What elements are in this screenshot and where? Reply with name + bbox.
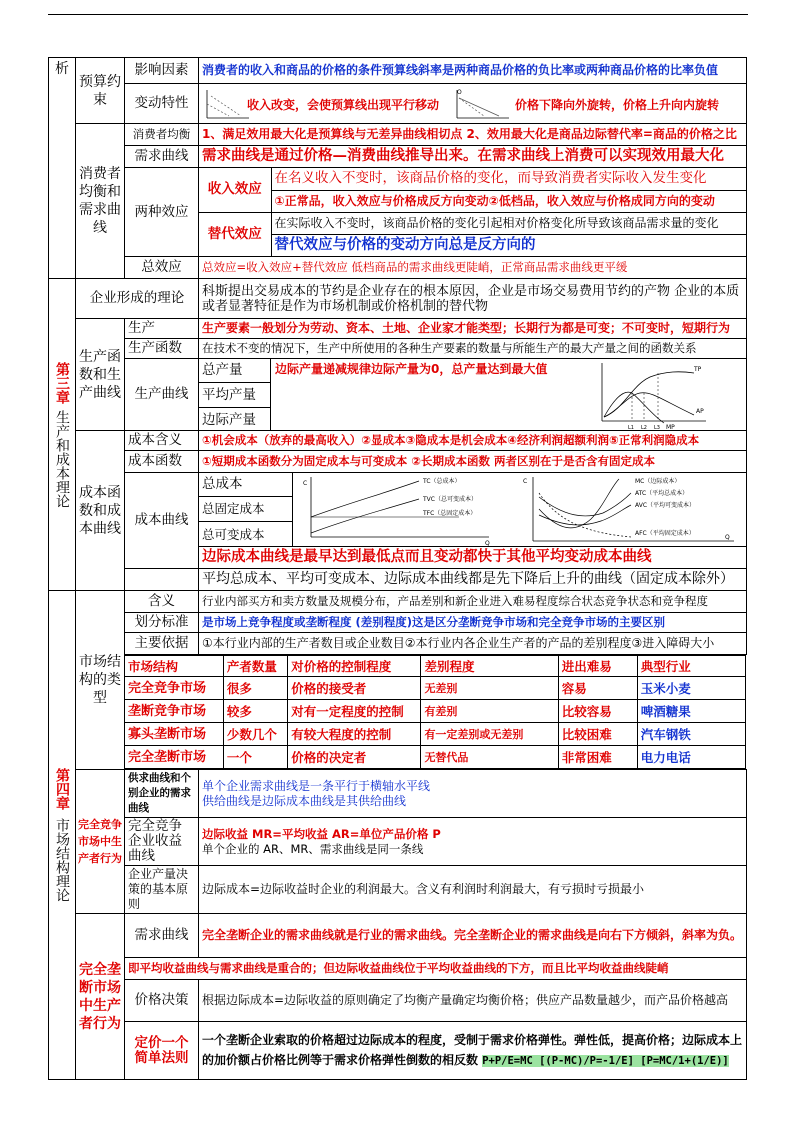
production-curve-label: 生产曲线 xyxy=(125,359,199,431)
cost-axis-q: Q xyxy=(485,540,490,547)
tc-label: TC（总成本） xyxy=(423,478,461,485)
chapter4-label: 第四章 xyxy=(54,768,70,810)
equilibrium-label: 消费者均衡 xyxy=(125,124,199,146)
cost-curve-cell xyxy=(199,473,747,547)
l3-label: L3 xyxy=(654,425,660,431)
market-cell: 有差别 xyxy=(421,700,558,723)
change-label: 变动特性 xyxy=(125,84,199,124)
pc-rule-label: 企业产量决策的基本原则 xyxy=(125,866,199,914)
notes-table-page xyxy=(48,57,746,1067)
market-types-label: 市场结构的类型 xyxy=(76,591,125,770)
marginal-product-law: 边际产量递减规律边际产量为0，总产量达到最大值 xyxy=(275,362,548,376)
factors-text: 消费者的收入和商品的价格的条件预算线斜率是两种商品价格的负比率或两种商品价格的比率负值 xyxy=(199,58,747,84)
market-cell: 玉米小麦 xyxy=(637,677,745,700)
market-cell: 一个 xyxy=(223,746,287,769)
demand-curve-label: 需求曲线 xyxy=(125,146,199,168)
mono-formula: P+P/E=MC [(P-MC)/P=-1/E] [P=MC/1+(1/E)] xyxy=(482,1055,729,1067)
chapter3-label: 第三章 xyxy=(54,361,70,404)
chapter-tail-char: 析 xyxy=(49,58,76,279)
mono-mr-text: 即平均收益曲线与需求曲线是重合的；但边际收益曲线位于平均收益曲线的下方，而且比平均收益曲线陡峭 xyxy=(125,958,747,980)
pc-rule-text: 边际成本=边际收益时企业的利润最大。含义有利润时利润最大，有亏损时亏损最小 xyxy=(199,866,747,914)
l1-label: L1 xyxy=(628,425,634,431)
pc-revenue-label: 完全竞争企业收益曲线 xyxy=(125,818,199,866)
average-cost-text: 平均总成本、平均可变成本、边际成本曲线都是先下降后上升的曲线（固定成本除外） xyxy=(199,569,747,591)
market-cell: 寡头垄断市场 xyxy=(125,723,224,746)
production-items xyxy=(199,359,271,431)
average-cost-chart xyxy=(519,473,739,547)
afc-label: AFC（平均固定成本） xyxy=(635,530,695,537)
market-header-cell: 产者数量 xyxy=(223,656,287,677)
total-fixed-cost-item: 总固定成本 xyxy=(199,497,293,522)
mono-demand-text: 完全垄断企业的需求曲线就是行业的需求曲线。完全垄断企业的需求曲线是向右下方倾斜，斜率为负。 xyxy=(199,914,747,958)
pc-curve-label: 供求曲线和个别企业的需求曲线 xyxy=(125,770,199,818)
market-header-cell: 市场结构 xyxy=(125,656,224,677)
chapter4-title: 市场结构理论 xyxy=(54,818,70,902)
tp-label: TP xyxy=(694,366,702,373)
market-cell: 很多 xyxy=(223,677,287,700)
tfc-label: TFC（总固定成本） xyxy=(423,510,477,517)
market-header-cell: 对价格的控制程度 xyxy=(288,656,421,677)
marginal-product-item: 边际产量 xyxy=(199,408,271,431)
market-cell: 完全竞争市场 xyxy=(125,677,224,700)
factors-label: 影响因素 xyxy=(125,58,199,84)
production-curve-cell xyxy=(199,359,747,431)
total-variable-cost-item: 总可变成本 xyxy=(199,522,293,547)
market-row xyxy=(125,746,746,769)
production-chart xyxy=(594,359,714,431)
production-text: 生产要素一般划分为劳动、资本、土地、企业家才能类型；长期行为都是可变；不可变时，短期行为 xyxy=(199,319,747,339)
mono-price-label: 价格决策 xyxy=(125,980,199,1022)
price-change-text: 价格下降向外旋转，价格上升向内旋转 xyxy=(515,98,720,112)
market-header-row xyxy=(125,656,746,677)
market-cell: 电力电话 xyxy=(637,746,745,769)
market-cell: 无差别 xyxy=(421,677,558,700)
market-header-cell: 差别程度 xyxy=(421,656,558,677)
mono-rule-text xyxy=(199,1022,747,1080)
chapter3-side xyxy=(49,279,76,591)
l2-label: L2 xyxy=(641,425,647,431)
cost-items xyxy=(199,473,293,547)
equilibrium-text: 1、满足效用最大化是预算线与无差异曲线相切点 2、效用最大化是商品边际替代率=商品的价格之比 xyxy=(199,124,747,146)
firm-theory-label: 企业形成的理论 xyxy=(76,279,199,319)
mono-producer-side: 完全垄断市场中生产者行为 xyxy=(76,914,125,1080)
firm-theory-text: 科斯提出交易成本的节约是企业存在的根本原因，企业是市场交易费用节约的产物 企业的本质或者显著特征是作为市场机制或价格机制的替代物 xyxy=(199,279,747,319)
market-cell: 比较困难 xyxy=(558,723,637,746)
total-effect-text: 总效应=收入效应+替代效应 低档商品的需求曲线更陡峭，正常商品需求曲线更平缓 xyxy=(199,257,747,279)
production-group-label: 生产函数和生产曲线 xyxy=(76,319,125,431)
avc-label: AVC（平均可变成本） xyxy=(635,502,696,509)
market-cell: 对有一定程度的控制 xyxy=(288,700,421,723)
substitution-label: 替代效应 xyxy=(199,212,271,256)
market-cell: 有较大程度的控制 xyxy=(288,723,421,746)
market-cell: 较多 xyxy=(223,700,287,723)
market-cell: 啤酒糖果 xyxy=(637,700,745,723)
pc-curve-text xyxy=(199,770,747,818)
cost-function-label: 成本函数 xyxy=(125,451,199,473)
budget-constraint-label: 预算约束 xyxy=(76,58,125,124)
cost-axis-c: C xyxy=(303,480,308,487)
production-label: 生产 xyxy=(125,319,199,339)
mp-label: MP xyxy=(666,424,675,431)
income-effect-text: 在名义收入不变时，该商品价格的变化，而导致消费者实际收入发生变化 xyxy=(271,168,747,190)
basis-label: 主要依据 xyxy=(125,633,199,655)
market-row xyxy=(125,677,746,700)
mono-rule-body: 一个垄断企业索取的价格超过边际成本的程度，受制于需求价格弹性。弹性低，提高价格；边际成本上的加价额占价格比例等于需求价格弹性倒数的相反数 xyxy=(202,1033,743,1067)
budget-change-cell xyxy=(199,84,747,124)
pc-revenue-text xyxy=(199,818,747,866)
market-row xyxy=(125,723,746,746)
pc-ar-text: 单个企业的 AR、MR、需求曲线是同一条线 xyxy=(202,841,424,856)
mc-label: MC（边际成本） xyxy=(635,478,681,485)
mono-demand-label: 需求曲线 xyxy=(125,914,199,958)
market-header-cell: 进出难易 xyxy=(558,656,637,677)
market-cell: 完全垄断市场 xyxy=(125,746,224,769)
market-cell: 汽车钢铁 xyxy=(637,723,745,746)
ap-label: AP xyxy=(696,408,704,415)
market-cell: 比较容易 xyxy=(558,700,637,723)
header-rule xyxy=(48,14,748,15)
market-cell: 有一定差别或无差别 xyxy=(421,723,558,746)
market-cell: 价格的决定者 xyxy=(288,746,421,769)
demand-curve-text: 需求曲线是通过价格—消费曲线推导出来。在需求曲线上消费可以实现效用最大化 xyxy=(199,146,747,168)
effects-nested-cell xyxy=(199,168,747,257)
pc-producer-side: 完全竞争市场中生产者行为 xyxy=(76,770,125,914)
tvc-label: TVC（总可变成本） xyxy=(423,496,477,503)
cost-curve-label: 成本曲线 xyxy=(125,473,199,569)
average-product-item: 平均产量 xyxy=(199,383,271,408)
pc-mr-text: 边际收益 MR=平均收益 AR=单位产品价格 P xyxy=(202,826,441,841)
production-function-text: 在技术不变的情况下，生产中所使用的各种生产要素的数量与所能生产的最大产量之间的函数关系 xyxy=(199,339,747,359)
total-cost-chart xyxy=(299,473,499,547)
market-structure-table-cell xyxy=(125,655,747,770)
two-effects-label: 两种效应 xyxy=(125,168,199,257)
substitution-text: 在实际收入不变时，该商品价格的变化引起相对价格变化所导致该商品需求量的变化 xyxy=(271,212,747,234)
market-header-cell: 典型行业 xyxy=(637,656,745,677)
atc-label: ATC（平均总成本） xyxy=(635,490,689,497)
mono-price-text: 根据边际成本=边际收益的原则确定了均衡产量确定均衡价格；供应产品数量越少，而产品价格越高 xyxy=(199,980,747,1022)
total-product-item: 总产量 xyxy=(199,359,271,383)
cost-meaning-label: 成本含义 xyxy=(125,431,199,451)
pc-demand-text: 单个企业需求曲线是一条平行于横轴水平线 xyxy=(202,778,431,793)
production-function-label: 生产函数 xyxy=(125,339,199,359)
market-cell: 无替代品 xyxy=(421,746,558,769)
meaning-label: 含义 xyxy=(125,591,199,613)
market-cell: 容易 xyxy=(558,677,637,700)
standard-label: 划分标准 xyxy=(125,613,199,633)
pc-supply-text: 供给曲线是边际成本曲线是其供给曲线 xyxy=(202,793,407,808)
svg-text:O: O xyxy=(457,89,462,96)
avg-axis-c: C xyxy=(523,478,528,485)
meaning-text: 行业内部买方和卖方数量及规模分布，产品差别和新企业进入难易程度综合状态竞争状态和竞争程度 xyxy=(199,591,747,613)
market-row xyxy=(125,700,746,723)
standard-text: 是市场上竞争程度或垄断程度 (差别程度)这是区分垄断竞争市场和完全竞争市场的主要区别 xyxy=(199,613,747,633)
demand-group-label: 消费者均衡和需求曲线 xyxy=(76,124,125,279)
market-structure-table xyxy=(125,655,747,769)
notes-table xyxy=(48,57,747,1080)
cost-group-label: 成本函数和成本曲线 xyxy=(76,431,125,591)
total-cost-item: 总成本 xyxy=(199,473,293,497)
market-cell: 价格的接受者 xyxy=(288,677,421,700)
market-cell: 垄断竞争市场 xyxy=(125,700,224,723)
total-effect-label: 总效应 xyxy=(125,257,199,279)
income-effect-label: 收入效应 xyxy=(199,168,271,212)
avg-axis-q: Q xyxy=(725,534,730,541)
substitution-direction: 替代效应与价格的变动方向总是反方向的 xyxy=(271,234,747,256)
income-change-text: 收入改变，会使预算线出现平行移动 xyxy=(247,98,440,112)
market-cell: 少数几个 xyxy=(223,723,287,746)
marginal-cost-text: 边际成本曲线是最早达到最低点而且变动都快于其他平均变动成本曲线 xyxy=(199,547,747,569)
cost-meaning-text: ①机会成本（放弃的最高收入）②显成本③隐成本是机会成本④经济利润超额利润⑤正常利润隐成本 xyxy=(199,431,747,451)
mono-rule-label: 定价一个简单法则 xyxy=(125,1022,199,1080)
cost-function-text: ①短期成本函数分为固定成本与可变成本 ②长期成本函数 两者区别在于是否含有固定成本 xyxy=(199,451,747,473)
income-effect-goods: ①正常品，收入效应与价格成反方向变动②低档品，收入效应与价格成同方向的变动 xyxy=(271,190,747,212)
effects-inner-table xyxy=(199,168,747,256)
chapter4-side xyxy=(49,591,76,1080)
basis-text: ①本行业内部的生产者数目或企业数目②本行业内各企业生产者的产品的差别程度③进入障碍大小 xyxy=(199,633,747,655)
chapter3-title: 生产和成本理论 xyxy=(54,409,70,508)
market-cell: 非常困难 xyxy=(558,746,637,769)
